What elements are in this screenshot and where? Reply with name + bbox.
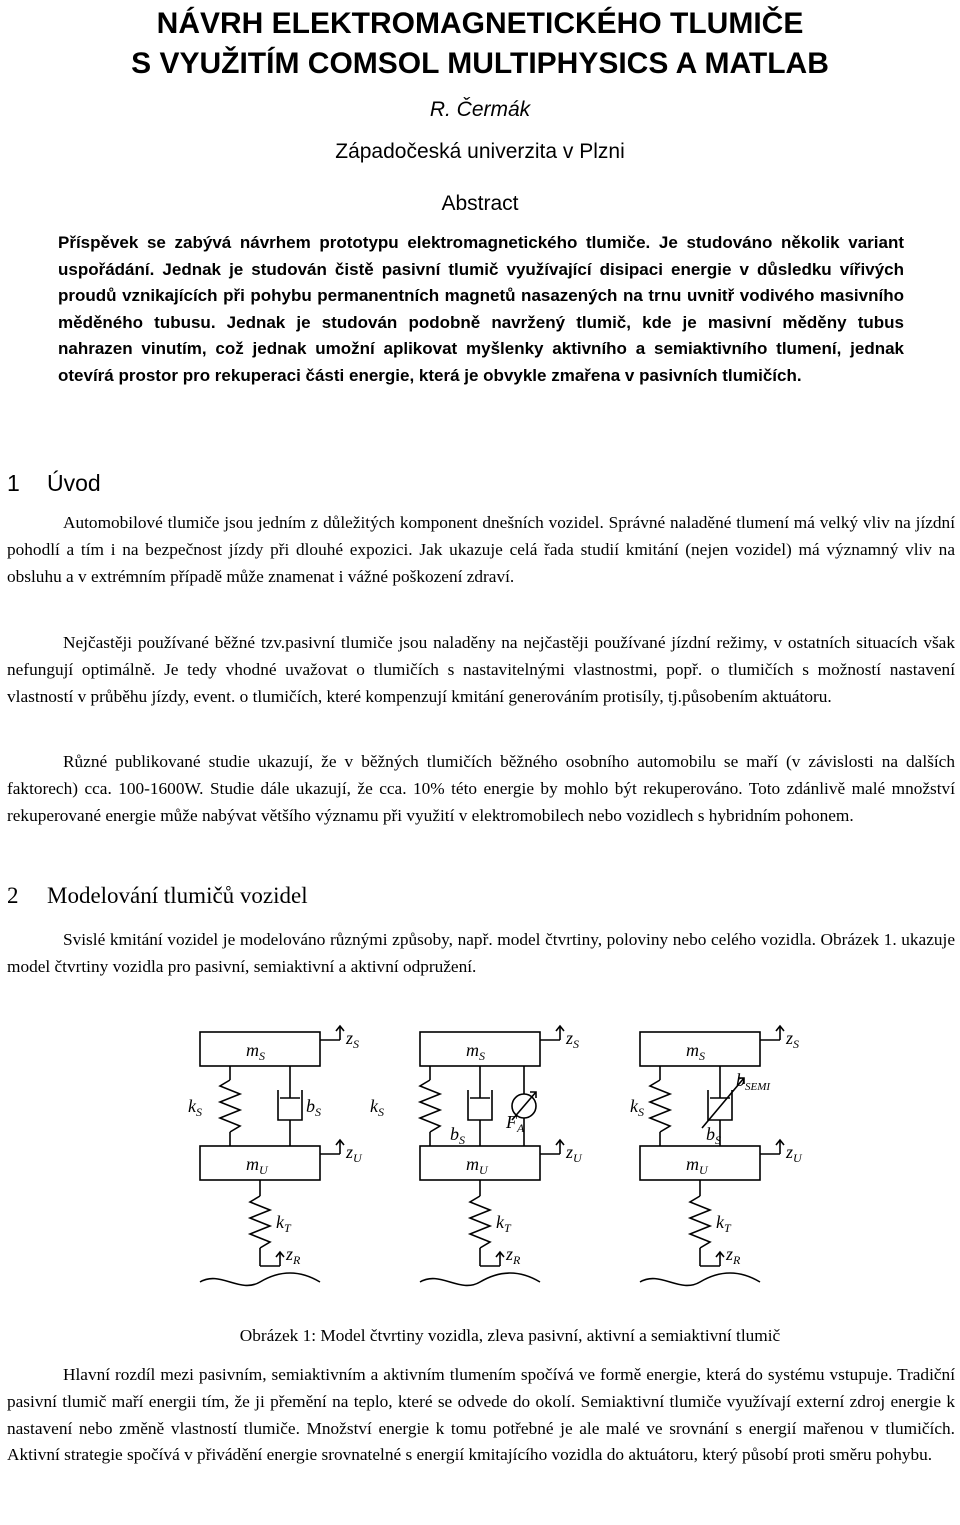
svg-text:zR — [285, 1244, 301, 1267]
label-zu-sub: U — [353, 1151, 362, 1165]
label-mu: m — [246, 1154, 259, 1174]
label-zr-2: z — [506, 1244, 514, 1264]
title-line-2: S VYUŽITÍM COMSOL MULTIPHYSICS A MATLAB — [131, 47, 829, 80]
svg-text:bS — [306, 1096, 321, 1119]
svg-text:kS — [370, 1096, 384, 1119]
svg-text:mS — [686, 1040, 705, 1063]
label-ms: m — [246, 1040, 259, 1060]
svg-text:kT — [496, 1212, 512, 1235]
svg-text:bSEMI — [736, 1070, 771, 1093]
paper-title — [0, 4, 960, 84]
label-zu-sub-2: U — [573, 1151, 582, 1165]
label-kt-sub-3: T — [724, 1221, 731, 1235]
label-bs-2: b — [450, 1124, 459, 1144]
title-line-1: NÁVRH ELEKTROMAGNETICKÉHO TLUMIČE — [156, 7, 804, 40]
author: R. Čermák — [429, 98, 531, 121]
svg-text:zU — [785, 1142, 803, 1165]
label-kt: k — [276, 1212, 284, 1232]
label-zr-3: z — [726, 1244, 734, 1264]
label-zr-sub-2: R — [513, 1253, 521, 1267]
label-ks-sub-3: S — [638, 1105, 644, 1119]
label-zu: z — [346, 1142, 354, 1162]
section-2-number: 2 — [7, 883, 19, 908]
svg-text:mS — [466, 1040, 485, 1063]
section-2-heading — [7, 883, 308, 909]
svg-text:zU — [565, 1142, 583, 1165]
label-zs-sub-2: S — [573, 1037, 580, 1051]
label-fa-sub: A — [517, 1121, 525, 1135]
label-zu-sub-3: U — [793, 1151, 802, 1165]
model-passive — [200, 1026, 344, 1285]
svg-text:kT — [716, 1212, 732, 1235]
section-1-title: Úvod — [47, 470, 101, 496]
label-ks: k — [188, 1096, 196, 1116]
label-zs-sub-3: S — [793, 1037, 800, 1051]
label-mu-sub: U — [259, 1163, 268, 1177]
svg-text:zS — [785, 1028, 799, 1051]
svg-text:kS — [188, 1096, 202, 1119]
section-2-title: Modelování tlumičů vozidel — [47, 883, 308, 908]
label-mu-sub-3: U — [699, 1163, 708, 1177]
svg-text:mU — [686, 1154, 709, 1177]
label-bsemi: b — [736, 1070, 745, 1090]
svg-text:zU — [345, 1142, 363, 1165]
svg-text:bS — [450, 1124, 465, 1147]
section-1-paragraph-3: Různé publikované studie ukazují, že v běžných tlumičích běžného osobního automobilu se maří (v závislosti na dalších faktorech) cca. 100-1600W. Studie dále ukazují, že cca. 10% této energie by mohlo být rekuperováno. Toto zdánlivě malé množství rekuperované energie může nabývat většího významu při využití v elektromobilech nebo vozidlech s hybridním pohonem. — [7, 752, 955, 825]
label-kt-2: k — [496, 1212, 504, 1232]
svg-text:zS — [565, 1028, 579, 1051]
label-ks-sub: S — [196, 1105, 202, 1119]
svg-text:zR — [725, 1244, 741, 1267]
svg-text:zS — [345, 1028, 359, 1051]
label-kt-sub: T — [284, 1221, 291, 1235]
label-ms-3: m — [686, 1040, 699, 1060]
label-mu-2: m — [466, 1154, 479, 1174]
label-ks-sub-2: S — [378, 1105, 384, 1119]
section-1-heading — [7, 470, 101, 497]
label-mu-sub-2: U — [479, 1163, 488, 1177]
svg-text:FA — [505, 1112, 525, 1135]
figure-caption: Obrázek 1: Model čtvrtiny vozidla, zleva pasivní, aktivní a semiaktivní tlumič — [239, 1326, 781, 1345]
section-2-paragraph-1: Svislé kmitání vozidel je modelováno různými způsoby, např. model čtvrtiny, poloviny nebo celého vozidla. Obrázek 1. ukazuje model čtvrtiny vozidla pro pasivní, semiaktivní a aktivní odpružení. — [7, 930, 955, 976]
section-1-paragraph-1: Automobilové tlumiče jsou jedním z důležitých komponent dnešních vozidel. Správné naladěné tlumení má velký vliv na jízdní pohodlí a tím i na bezpečnost jízdy při dlouhé expozici. Jak ukazuje celá řada studií kmitání (nejen vozidel) má významný vliv na obsluhu a v extrémním případě může znamenat i vážné poškození zdraví. — [7, 513, 955, 586]
model-semiactive — [640, 1026, 784, 1285]
label-zs-sub: S — [353, 1037, 360, 1051]
label-fa: F — [506, 1112, 517, 1132]
label-ms-sub: S — [259, 1049, 265, 1063]
label-bs-sub-2: S — [459, 1133, 465, 1147]
spring-ks — [220, 1080, 240, 1132]
section-2-paragraph-2: Hlavní rozdíl mezi pasivním, semiaktivním a aktivním tlumením spočívá ve formě energie, která do systému vstupuje. Tradiční pasivní tlumič maří energii tím, že ji přemění na teplo, které se odvede do okolí. Semiaktivní tlumiče využívají externí zdroj energie k nastavení nebo změně vlastností tlumiče. Množství energie k tomu potřebné je ale malé ve srovnání s energií mařenou v tlumičích. Aktivní strategie spočívá v přivádění energie srovnatelné s energií kmitajícího vozidla do aktuátoru, který působí proti směru pohybu. — [7, 1365, 955, 1465]
label-zs-2: z — [566, 1028, 574, 1048]
abstract-text: Příspěvek se zabývá návrhem prototypu elektromagnetického tlumiče. Je studováno několik variant uspořádání. Jednak je studován čistě pasivní tlumič využívající disipaci energie v důsledku vířivých proudů vznikajících při pohybu permanentních magnetů nasazených na trnu uvnitř vodivého masivního měděného tubusu. Jednak je studován podobně navržený tlumič, kde je masivní měděny tubus nahrazen vinutím, což jednak umožní aplikovat myšlenky aktivního a semiaktivního tlumení, jednak otevírá prostor pro rekuperaci části energie, která je obvykle zmařena v pasivních tlumičích. — [58, 233, 904, 385]
quarter-car-figure — [180, 1020, 820, 1320]
label-mu-3: m — [686, 1154, 699, 1174]
svg-text:kS — [630, 1096, 644, 1119]
section-1-paragraph-2: Nejčastěji používané běžné tzv.pasivní tlumiče jsou naladěny na nejčastěji používané jízdní režimy, v ostatních situacích však nefungují optimálně. Je tedy vhodné uvažovat o tlumičích s nastavitelnými vlastnostmi, popř. o tlumičích s možností nastavení vlastností v průběhu jízdy, event. o tlumičích, které kompenzují kmitání generováním protisíly, tj.působením aktuátoru. — [7, 633, 955, 706]
label-ms-sub-2: S — [479, 1049, 485, 1063]
label-zu-2: z — [566, 1142, 574, 1162]
label-kt-sub-2: T — [504, 1221, 511, 1235]
section-1-number: 1 — [7, 470, 20, 496]
label-ks-2: k — [370, 1096, 378, 1116]
label-zr-sub: R — [293, 1253, 301, 1267]
label-kt-3: k — [716, 1212, 724, 1232]
spring-kt — [250, 1196, 270, 1248]
svg-text:kT — [276, 1212, 292, 1235]
label-ms-sub-3: S — [699, 1049, 705, 1063]
svg-text:mS — [246, 1040, 265, 1063]
label-bs-sub: S — [315, 1105, 321, 1119]
label-ks-3: k — [630, 1096, 638, 1116]
model-active — [420, 1026, 564, 1285]
label-bs-3: b — [706, 1124, 715, 1144]
svg-text:zR — [505, 1244, 521, 1267]
svg-text:bS — [706, 1124, 721, 1147]
label-zs: z — [346, 1028, 354, 1048]
label-zu-3: z — [786, 1142, 794, 1162]
label-zr-sub-3: R — [733, 1253, 741, 1267]
label-zr: z — [286, 1244, 294, 1264]
svg-text:mU — [466, 1154, 489, 1177]
label-bs: b — [306, 1096, 315, 1116]
affiliation: Západočeská univerzita v Plzni — [335, 140, 625, 163]
abstract-heading: Abstract — [441, 192, 519, 215]
label-bs-sub-3: S — [715, 1133, 721, 1147]
label-bsemi-sub: SEMI — [745, 1081, 771, 1093]
svg-text:mU — [246, 1154, 269, 1177]
label-zs-3: z — [786, 1028, 794, 1048]
label-ms-2: m — [466, 1040, 479, 1060]
road-profile — [200, 1273, 320, 1285]
